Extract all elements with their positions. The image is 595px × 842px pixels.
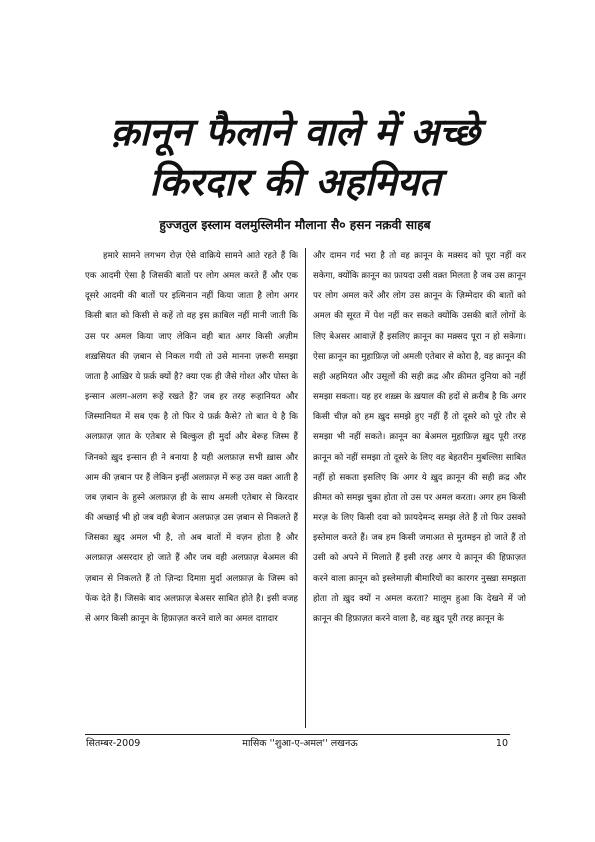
article-column-left: हमारे सामने लगभग रोज़ ऐसे वाक़िये सामने आते रहते हैं कि एक आदमी ऐसा है जिसकी बातों पर लोग अमल करते हैं और एक दूसरे आदमी की बातों पर इत्मिनान नहीं किया जाता है लोग अगर किसी बात को किसी से कहें तो वह इस क़ाबिल नहीं मानी जाती कि उस पर अमल किया जाए लेकिन वही बात अगर किसी अज़ीम शख़सियत की ज़बान से निकल गयी तो उसे मानना ज़रूरी समझा जाता है आख़िर ये फ़र्क़ क्यों है? क्या एक ही जैसे गोश्त और पोस्त के इन्सान अलग-अलग रूहें रखते हैं? जब हर तरह रूहानियत और जिस्मानियत में सब एक है तो फिर ये फ़र्क़ कैसे? तो बात ये है कि अलफ़ाज़ ज़ात के एतेबार से बिल्कुल ही मुर्दा और बेरूह जिस्म हैं जिनको ख़ुद इन्सान ही ने बनाया है यही अलफ़ाज़ सभी ख़ास और आम की ज़बान पर हैं लेकिन इन्हीं अलफ़ाज़ में रूह उस वक़्त आती है जब ज़बान के हुस्ने अलफ़ाज़ ही के साथ अमली एतेबार से किरदार की अच्छाई भी हो जब वही बेजान अलफ़ाज़ उस ज़बान से निकलते हैं जिसका ख़ुद अमल भी है, तो अब बातों में वज़न होता है और अलफ़ाज़ असरदार हो जाते हैं और जब वही अलफ़ाज़ बेअमल की ज़बान से निकलते हैं तो ज़िन्दा दिमाग़ मुर्दा अलफ़ाज़ के जिस्म को फेंक देते हैं। जिसके बाद अलफ़ाज़ बेअसर साबित होते है। इसी वजह से अगर किसी क़ानून के हिफ़ाज़त करने वाले का अमल दाग़दार: [85, 251, 298, 624]
article-title-line-1: क़ानून फैलाने वाले में अच्छे: [110, 110, 480, 154]
footer-date: सितम्बर-2009: [86, 738, 141, 749]
column-divider: [305, 248, 306, 728]
article-title-line-2: किरदार की अहमियत: [149, 160, 441, 204]
footer-rule: [85, 734, 510, 735]
author-byline: हुज्जतुल इस्लाम वलमुस्लिमीन मौलाना सै० हसन नक़वी साहब: [159, 218, 431, 232]
footer-magazine-name: मासिक ''शुआ-ए-अमल'' लखनऊ: [242, 738, 358, 749]
article-column-right: और दामन गर्द भरा है तो वह क़ानून के मक़्सद को पूरा नहीं कर सकेगा, क्योंकि क़ानून का फ़ायदा उसी वक़्त मिलता है जब उस क़ानून पर लोग अमल करें और लोग उस क़ानून के ज़िम्मेदार की बातों को अमल की सूरत में पेश नहीं कर सकते क्योंकि उसकी बातें लोगों के लिए बेअसर आवाज़ें हैं इसलिए क़ानून का मक़्सद पूरा न हो सकेगा। ऐसा क़ानून का मुहाफ़िज़ जो अमली एतेबार से कोरा है, वह क़ानून की सही अहमियत और उसूलों की सही क़द्र और क़ीमत दुनिया को नहीं समझा सकता। यह हर शख़्स के ख़याल की हदों से क़रीब है कि अगर किसी चीज़ को हम ख़ुद समझे हुए नहीं हैं तो दूसरे को पूरे तौर से समझा भी नहीं सकते। क़ानून का बेअमल मुहाफ़िज़ ख़ुद पूरी तरह क़ानून को नहीं समझा तो दूसरे के लिए वह बेहतरीन मुबल्लिग़ साबित नहीं हो सकता इसलिए कि अगर ये ख़ुद क़ानून की सही क़द्र और क़ीमत को समझ चुका होता तो उस पर अमल करता। अगर हम किसी मरज़ के लिए किसी दवा को फ़ायदेमन्द समझ लेते हैं तो फिर उसको इस्तेमाल करते हैं। जब हम किसी जमाअत से मुतमइन हो जाते हैं तो उसी को अपने में मिलाते हैं इसी तरह अगर ये क़ानून की हिफ़ाज़त करने वाला क़ानून को इस्लेमाज़ी बीमारियों का कारगर नुस्ख़ा समझता होता तो ख़ुद क्यों न अमल करता? मालूम हुआ कि देखने में जो क़ानून की हिफ़ाज़त करने वाला है, वह ख़ुद पूरी तरह क़ानून के: [313, 251, 526, 624]
footer-page-number: 10: [495, 738, 508, 749]
